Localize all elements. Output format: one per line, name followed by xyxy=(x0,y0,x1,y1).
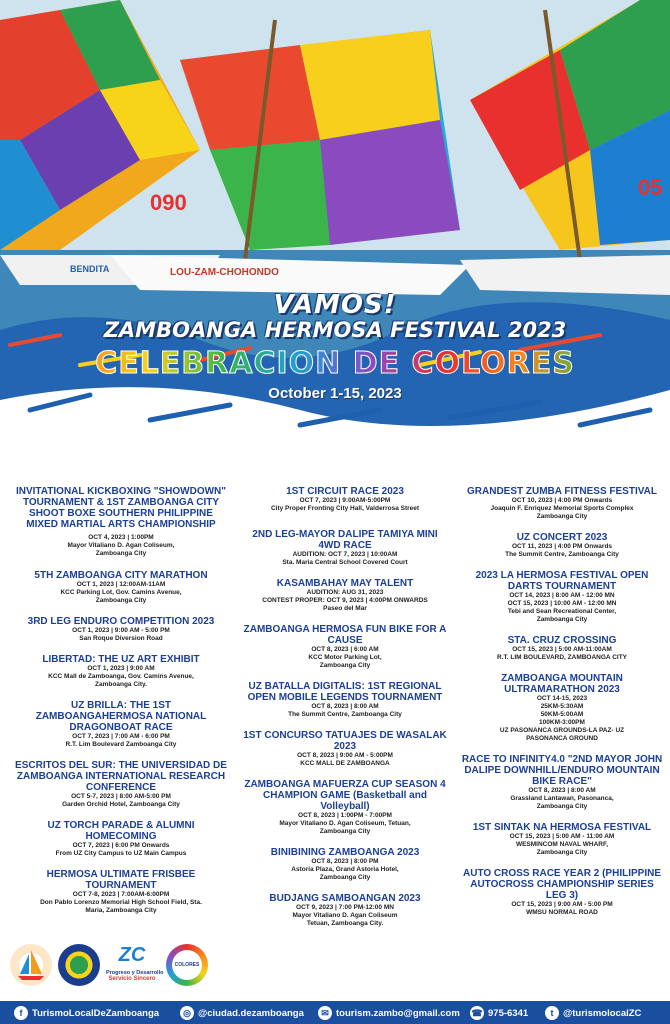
email-icon: ✉ xyxy=(318,1006,332,1020)
phone-icon: ☎ xyxy=(471,1008,483,1018)
event-title: LIBERTAD: THE UZ ART EXHIBIT xyxy=(42,654,200,665)
event-item xyxy=(240,624,450,670)
event-details: OCT 15, 2023 | 9:00 AM - 5:00 PM WMSU NORMAL ROAD xyxy=(511,901,613,916)
hero-banner xyxy=(0,0,670,460)
event-title: 2ND LEG-MAYOR DALIPE TAMIYA MINI 4WD RACE xyxy=(252,529,438,551)
event-details: OCT 9, 2023 | 7:00 PM-12:00 MN Mayor Vitaliano D. Agan Coliseum Tetuan, Zamboanga City. xyxy=(292,904,398,927)
event-item xyxy=(460,754,664,811)
event-item xyxy=(14,869,228,915)
event-details: OCT 1, 2023 | 9:00 AM - 5:00 PM San Roque Diversion Road xyxy=(72,627,170,642)
event-item xyxy=(240,486,450,513)
event-details: OCT 14, 2023 | 8:00 AM - 12:00 MN OCT 15, 2023 | 10:00 AM - 12:00 MN Tebi and Sean Recreational Center, Zamboanga City xyxy=(507,592,617,623)
event-title: UZ CONCERT 2023 xyxy=(516,532,608,543)
facebook-icon: f xyxy=(14,1006,28,1020)
event-details: OCT 8, 2023 | 8:00 AM Grassland Lantawan, Pasonanca, Zamboanga City xyxy=(510,787,614,810)
event-title: 3RD LEG ENDURO COMPETITION 2023 xyxy=(27,616,215,627)
footer-phone[interactable] xyxy=(470,1006,528,1020)
event-title: ESCRITOS DEL SUR: THE UNIVERSIDAD DE ZAMBOANGA INTERNATIONAL RESEARCH CONFERENCE xyxy=(15,760,227,793)
event-details: OCT 8, 2023 | 1:00PM - 7:00PM Mayor Vitaliano D. Agan Coliseum, Tetuan, Zamboanga City xyxy=(279,812,411,835)
event-details: OCT 8, 2023 | 8:00 PM Astoria Plaza, Grand Astoria Hotel, Zamboanga City xyxy=(291,858,399,881)
footer-twitter[interactable] xyxy=(545,1006,641,1020)
festival-theme: CELEBRACION DE COLORES xyxy=(0,346,670,381)
event-details: OCT 8, 2023 | 8:00 AM The Summit Centre, Zamboanga City xyxy=(288,703,402,718)
instagram-icon: ◎ xyxy=(180,1006,194,1020)
colores-logo-text: COLORES xyxy=(172,950,202,980)
event-details: OCT 4, 2023 | 1:00PM Mayor Vitaliano D. Agan Coliseum, Zamboanga City xyxy=(67,534,175,557)
event-item xyxy=(460,570,664,624)
event-title: UZ BATALLA DIGITALIS: 1ST REGIONAL OPEN MOBILE LEGENDS TOURNAMENT xyxy=(247,681,443,703)
event-item xyxy=(14,616,228,643)
facebook-handle: TurismoLocalDeZamboanga xyxy=(32,1007,160,1019)
event-item xyxy=(460,532,664,559)
vamos-heading: VAMOS! xyxy=(273,290,397,320)
event-title: STA. CRUZ CROSSING xyxy=(507,635,617,646)
event-details: OCT 1, 2023 | 12:00AM-11AM KCC Parking Lot, Gov. Camins Avenue, Zamboanga City xyxy=(60,581,182,604)
event-item xyxy=(460,673,664,743)
event-details: OCT 7-8, 2023 | 7:00AM-6:00PM Don Pablo Lorenzo Memorial High School Field, Sta. Maria, Zamboanga City xyxy=(40,891,202,914)
event-title: 1ST SINTAK NA HERMOSA FESTIVAL xyxy=(472,822,652,833)
footer-email[interactable] xyxy=(318,1006,460,1020)
event-details: OCT 5-7, 2023 | 8:00 AM-5:00 PM Garden Orchid Hotel, Zamboanga City xyxy=(62,793,180,808)
colores-logo xyxy=(166,944,208,986)
event-title: 2023 LA HERMOSA FESTIVAL OPEN DARTS TOURNAMENT xyxy=(475,570,649,592)
event-details: OCT 1, 2023 | 9:00 AM KCC Mall de Zamboanga, Gov. Camins Avenue, Zamboanga City. xyxy=(48,665,194,688)
event-details: OCT 7, 2023 | 7:00 AM - 6:00 PM R.T. Lim Boulevard Zamboanga City xyxy=(65,733,177,748)
event-title: ZAMBOANGA MOUNTAIN ULTRAMARATHON 2023 xyxy=(501,673,623,695)
festival-title-block xyxy=(0,290,670,402)
event-details: OCT 10, 2023 | 4:00 PM Onwards Joaquin F. Enriquez Memorial Sports Complex Zamboanga City xyxy=(490,497,634,520)
event-title: UZ TORCH PARADE & ALUMNI HOMECOMING xyxy=(47,820,195,842)
event-item xyxy=(240,529,450,567)
event-details: OCT 8, 2023 | 6:00 AM KCC Motor Parking Lot, Zamboanga City xyxy=(308,646,382,669)
event-details: AUDITION: AUG 31, 2023 CONTEST PROPER: OCT 9, 2023 | 4:00PM ONWARDS Paseo del Mar xyxy=(262,589,428,612)
event-item xyxy=(460,486,664,521)
event-item xyxy=(240,730,450,768)
event-title: AUTO CROSS RACE YEAR 2 (PHILIPPINE AUTOCROSS CHAMPIONSHIP SERIES LEG 3) xyxy=(463,868,661,901)
event-item xyxy=(14,486,228,558)
phone-number: 975-6341 xyxy=(488,1007,529,1019)
sailboat-logo-icon xyxy=(10,944,52,986)
event-item xyxy=(240,681,450,719)
event-details: OCT 7, 2023 | 9:00AM-5:00PM City Proper Fronting City Hall, Valderrosa Street xyxy=(270,497,420,512)
event-details: OCT 7, 2023 | 6:00 PM Onwards From UZ City Campus to UZ Main Campus xyxy=(55,842,187,857)
event-details: OCT 15, 2023 | 5:00 AM-11:00AM R.T. LIM BOULEVARD, ZAMBOANGA CITY xyxy=(497,646,627,661)
footer-facebook[interactable] xyxy=(14,1006,159,1020)
event-item xyxy=(460,868,664,917)
festival-dates: October 1-15, 2023 xyxy=(268,385,402,402)
event-item xyxy=(240,893,450,928)
progreso-logo: ZC Progreso y Desarrollo Servicio Sincero xyxy=(106,944,164,982)
city-seal-icon xyxy=(58,944,100,986)
event-title: ZAMBOANGA MAFUERZA CUP SEASON 4 CHAMPION GAME (Basketball and Volleyball) xyxy=(244,779,446,812)
event-details: OCT 8, 2023 | 9:00 AM - 5:00PM KCC MALL DE ZAMBOANGA xyxy=(297,752,393,767)
footer-bar xyxy=(0,1001,670,1024)
event-title: RACE TO INFINITY4.0 "2ND MAYOR JOHN DALIPE DOWNHILL/ENDURO MOUNTAIN BIKE RACE" xyxy=(461,754,663,787)
instagram-handle: @ciudad.dezamboanga xyxy=(198,1007,304,1019)
event-item xyxy=(14,654,228,689)
event-details: OCT 14-15, 2023 25KM-5:30AM 50KM-5:00AM 100KM-3:00PM UZ PASONANCA GROUNDS-LA PAZ- UZ PASONANCA GROUND xyxy=(499,695,625,742)
event-item xyxy=(460,635,664,662)
progreso-line-2: Servicio Sincero xyxy=(108,976,156,982)
twitter-icon: t xyxy=(545,1006,559,1020)
event-title: BINIBINING ZAMBOANGA 2023 xyxy=(270,847,420,858)
events-column-2 xyxy=(240,486,450,939)
sail-number-left: 090 xyxy=(150,190,187,215)
event-item xyxy=(240,847,450,882)
event-title: BUDJANG SAMBOANGAN 2023 xyxy=(269,893,421,904)
twitter-handle: @turismolocalZC xyxy=(563,1007,642,1019)
event-title: 5TH ZAMBOANGA CITY MARATHON xyxy=(34,570,208,581)
event-details: OCT 11, 2023 | 4:00 PM Onwards The Summit Centre, Zamboanga City xyxy=(505,543,619,558)
event-title: GRANDEST ZUMBA FITNESS FESTIVAL xyxy=(467,486,657,497)
event-title: UZ BRILLA: THE 1ST ZAMBOANGAHERMOSA NATIONAL DRAGONBOAT RACE xyxy=(35,700,207,733)
event-details: OCT 15, 2023 | 5:00 AM - 11:00 AM WESMINCOM NAVAL WHARF, Zamboanga City xyxy=(509,833,615,856)
event-title: 1ST CONCURSO TATUAJES DE WASALAK 2023 xyxy=(243,730,447,752)
event-item xyxy=(240,779,450,836)
event-item xyxy=(14,700,228,749)
events-column-1 xyxy=(14,486,228,926)
event-item xyxy=(460,822,664,857)
event-details: AUDITION: OCT 7, 2023 | 10:00AM Sta. Maria Central School Covered Court xyxy=(282,551,408,566)
event-title: KASAMBAHAY MAY TALENT xyxy=(276,578,414,589)
event-title: 1ST CIRCUIT RACE 2023 xyxy=(286,486,404,497)
event-item xyxy=(14,760,228,809)
progreso-line-1: Progreso y Desarrollo xyxy=(106,970,164,976)
boat-name-text: LOU-ZAM-CHOHONDO xyxy=(170,267,279,278)
sail-number-right: 05 xyxy=(638,175,663,200)
event-title: HERMOSA ULTIMATE FRISBEE TOURNAMENT xyxy=(46,869,196,891)
sponsor-logos xyxy=(10,944,210,994)
bow-name-text: BENDITA xyxy=(70,264,110,274)
event-title: ZAMBOANGA HERMOSA FUN BIKE FOR A CAUSE xyxy=(243,624,447,646)
email-address: tourism.zambo@gmail.com xyxy=(336,1007,460,1019)
event-item xyxy=(14,570,228,605)
footer-instagram[interactable] xyxy=(180,1006,304,1020)
event-item xyxy=(14,820,228,858)
events-column-3 xyxy=(460,486,664,928)
event-title: INVITATIONAL KICKBOXING "SHOWDOWN" TOURNAMENT & 1ST ZAMBOANGA CITY SHOOT BOXE SOUTHERN PHILIPPINE MIXED MARTIAL ARTS CHAMPIONSHIP xyxy=(15,486,227,530)
event-item xyxy=(240,578,450,613)
festival-name: ZAMBOANGA HERMOSA FESTIVAL 2023 xyxy=(103,318,567,342)
